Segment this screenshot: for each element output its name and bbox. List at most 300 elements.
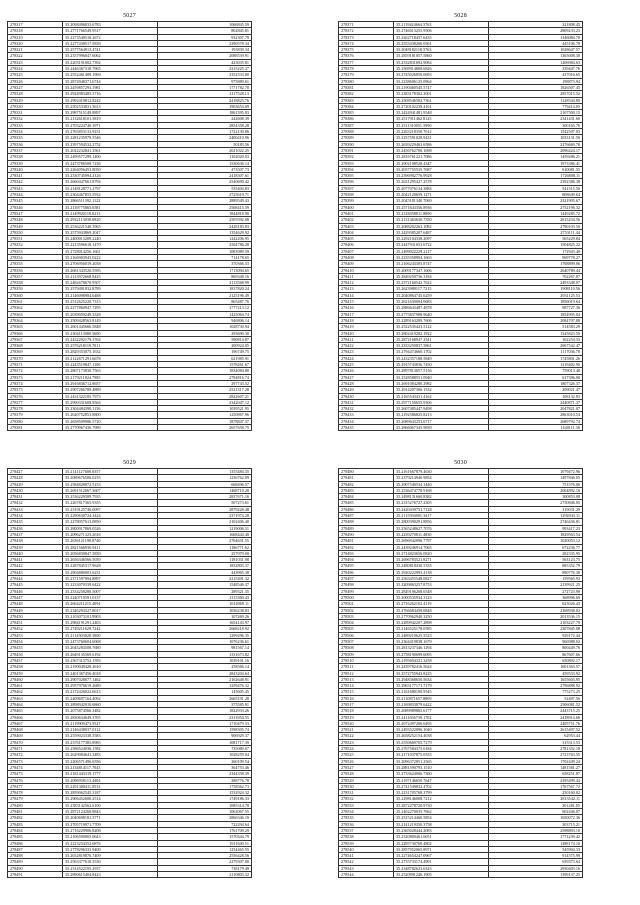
row-coordinate: 35.2383178362.2001 (394, 91, 489, 97)
row-id: 278354 (8, 254, 63, 260)
row-coordinate: 35.2829353075.1632 (63, 349, 158, 355)
row-value: 1908110.56 (489, 286, 583, 292)
row-coordinate: 35.2636121198.8740 (63, 538, 158, 544)
row-id: 278360 (8, 292, 63, 298)
row-coordinate: 35.2319125740.0097 (63, 506, 158, 512)
row-value: 1826507.45 (489, 84, 583, 90)
row-value: 1331673.82 (158, 651, 252, 657)
row-id: 278327 (8, 84, 63, 90)
row-id: 278435 (8, 519, 63, 525)
row-id: 278376 (339, 53, 394, 59)
row-id: 278346 (8, 204, 63, 210)
row-coordinate: 35.2281235979.5546 (63, 135, 158, 141)
row-value: 2640789.44 (489, 267, 583, 273)
row-value: 1206984.63 (489, 59, 583, 65)
row-value: 2371974.28 (158, 513, 252, 519)
row-coordinate: 35.2379214940.9854 (394, 475, 489, 481)
section-title: 5027 (123, 13, 136, 19)
row-coordinate: 35.2045283508.7680 (63, 645, 158, 651)
row-value: 2428183.93 (158, 223, 252, 229)
row-value: 1548546.37 (158, 582, 252, 588)
row-coordinate: 35.2357996047.6062 (63, 53, 158, 59)
row-id: 278460 (8, 676, 63, 682)
row-id: 278388 (339, 129, 394, 135)
row-value: 1085314.78 (158, 802, 252, 808)
row-coordinate: 35.2813237346.1294 (394, 645, 489, 651)
row-id: 278495 (339, 563, 394, 569)
row-id: 278497 (339, 576, 394, 582)
row-id: 278320 (8, 40, 63, 46)
row-coordinate: 35.2499022229.2127 (394, 248, 489, 254)
row-coordinate: 35.2866067345.9839 (394, 425, 489, 431)
row-coordinate: 35.2584828872.5153 (63, 481, 158, 487)
row-coordinate: 35.2890615404.8423 (63, 872, 158, 878)
row-id: 278379 (8, 412, 63, 418)
row-value: 1578261.67 (158, 362, 252, 368)
row-value: 162254.33 (489, 336, 583, 342)
row-id: 278534 (339, 809, 394, 815)
row-value: 1062067.55 (158, 809, 252, 815)
row-coordinate: 35.2148128771.2797 (63, 185, 158, 191)
row-coordinate: 35.2572755943.8225 (394, 670, 489, 676)
row-id: 278458 (8, 664, 63, 670)
row-coordinate: 35.2745026859.0693 (394, 72, 489, 78)
row-value: 1702449.24 (489, 758, 583, 764)
row-coordinate: 35.2123972668.8425 (63, 273, 158, 279)
row-coordinate: 35.2520991246.1905 (394, 872, 489, 878)
row-value: 1288174.10 (489, 840, 583, 846)
row-id: 278494 (339, 557, 394, 563)
row-value: 368996.69 (489, 594, 583, 600)
row-value: 2113568.99 (158, 280, 252, 286)
row-coordinate: 35.2072497206.6495 (394, 720, 489, 726)
row-coordinate: 35.2482678670.9507 (63, 280, 158, 286)
row-coordinate: 35.2567313752.1593 (63, 657, 158, 663)
row-value: 2668218.92 (158, 626, 252, 632)
row-coordinate: 35.2146525178.0585 (394, 626, 489, 632)
row-value: 2418825.76 (158, 97, 252, 103)
row-value: 2813542.11 (489, 796, 583, 802)
row-value: 2103227.79 (489, 620, 583, 626)
row-value: 2843204.64 (158, 670, 252, 676)
row-coordinate: 35.2365028444.2083 (394, 827, 489, 833)
row-value: 981567.14 (158, 645, 252, 651)
row-value: 1911640.51 (158, 840, 252, 846)
row-coordinate: 35.2706956019.2038 (63, 261, 158, 267)
row-coordinate: 35.2550669705.7279 (394, 739, 489, 745)
row-id: 278475 (8, 771, 63, 777)
row-value: 289321.35 (158, 588, 252, 594)
row-value: 1834084.80 (158, 368, 252, 374)
row-value: 145605.45 (158, 689, 252, 695)
row-coordinate: 35.2532831692.9084 (394, 59, 489, 65)
row-value: 2723763.55 (489, 752, 583, 758)
row-coordinate: 35.2984191291.2463 (63, 620, 158, 626)
row-coordinate: 35.2166903943.0222 (63, 254, 158, 260)
row-id: 278434 (339, 418, 394, 424)
row-id: 278489 (339, 525, 394, 531)
row-id: 278372 (8, 368, 63, 374)
row-id: 278482 (339, 481, 394, 487)
row-value: 260109.54 (158, 758, 252, 764)
row-id: 278447 (8, 594, 63, 600)
row-id: 278334 (8, 129, 63, 135)
row-coordinate: 35.2746013255.9506 (394, 28, 489, 34)
row-coordinate: 35.2334258280.5007 (63, 588, 158, 594)
row-id: 278446 (8, 588, 63, 594)
row-id: 278427 (339, 374, 394, 380)
row-value: 969778.27 (489, 254, 583, 260)
row-id: 278485 (8, 834, 63, 840)
row-coordinate: 35.2106243305.8747 (394, 261, 489, 267)
row-coordinate: 35.2716229906.8208 (63, 827, 158, 833)
row-coordinate: 35.2866511392.1122 (63, 198, 158, 204)
row-coordinate: 35.2277438517.5839 (63, 40, 158, 46)
row-id: 278373 (339, 34, 394, 40)
row-value: 1083989.59 (158, 248, 252, 254)
row-id: 278371 (8, 362, 63, 368)
row-coordinate: 35.2536474778.9168 (394, 487, 489, 493)
row-id: 278543 (339, 865, 394, 871)
row-value: 1081717.39 (158, 739, 252, 745)
row-id: 278371 (339, 22, 394, 28)
row-id: 278380 (339, 78, 394, 84)
row-value: 1973386.41 (489, 160, 583, 166)
row-coordinate: 35.2424941481.9548 (394, 110, 489, 116)
row-value: 1315360.43 (158, 594, 252, 600)
row-value: 2315225.37 (158, 66, 252, 72)
row-id: 278454 (8, 639, 63, 645)
row-coordinate: 35.2376177385.8985 (63, 739, 158, 745)
row-id: 278335 (8, 135, 63, 141)
row-value: 1181031.98 (158, 557, 252, 563)
row-value: 2790103.50 (489, 223, 583, 229)
row-id: 278437 (8, 531, 63, 537)
row-id: 278469 (8, 733, 63, 739)
row-coordinate: 35.2898942010.6860 (63, 701, 158, 707)
row-id: 278500 (339, 594, 394, 600)
row-coordinate: 35.2048182118.5763 (394, 47, 489, 53)
row-value: 2344358.39 (158, 771, 252, 777)
row-value: 2866346.19 (158, 815, 252, 821)
row-value: 2162648.91 (158, 676, 252, 682)
row-id: 278484 (339, 494, 394, 500)
row-id: 278341 (8, 173, 63, 179)
row-value: 1861595.03 (158, 110, 252, 116)
row-value: 300853.08 (489, 494, 583, 500)
row-id: 278487 (339, 513, 394, 519)
row-value: 2341431.60 (489, 116, 583, 122)
row-coordinate: 35.2509428563.8149 (63, 317, 158, 323)
row-value: 867607.66 (489, 651, 583, 657)
row-coordinate: 35.2409697164.4092 (63, 695, 158, 701)
row-coordinate: 35.2096372851.2565 (394, 758, 489, 764)
row-value: 702267.87 (489, 273, 583, 279)
row-id: 278339 (8, 160, 63, 166)
row-value: 2657658.75 (158, 425, 252, 431)
row-value: 2725619.71 (158, 192, 252, 198)
row-coordinate: 35.2821566936.9411 (63, 544, 158, 550)
row-id: 278411 (339, 273, 394, 279)
row-coordinate: 35.2977150655.9306 (394, 399, 489, 405)
row-value: 2879228.48 (158, 506, 252, 512)
row-id: 278391 (339, 147, 394, 153)
row-id: 278461 (8, 683, 63, 689)
row-value: 1020053.12 (489, 538, 583, 544)
row-coordinate: 35.2623989117.7215 (394, 286, 489, 292)
data-table (7, 21, 252, 431)
row-id: 278541 (339, 853, 394, 859)
row-id: 278459 (8, 670, 63, 676)
row-id: 278376 (8, 393, 63, 399)
row-id: 278385 (339, 110, 394, 116)
row-coordinate: 35.2830634649.3765 (63, 714, 158, 720)
row-value: 1710479.53 (158, 720, 252, 726)
row-id: 278401 (339, 210, 394, 216)
row-id: 278416 (339, 305, 394, 311)
row-coordinate: 35.2146098984.6488 (63, 292, 158, 298)
row-coordinate: 35.2119909473.5527 (63, 720, 158, 726)
row-id: 278362 (8, 305, 63, 311)
row-coordinate: 35.2572160542.7622 (394, 280, 489, 286)
row-coordinate: 35.2040864745.6259 (394, 292, 489, 298)
row-coordinate: 35.2089676506.0235 (63, 475, 158, 481)
row-coordinate: 35.2586524036.1582 (63, 746, 158, 752)
row-value: 1039521.95 (158, 406, 252, 412)
row-id: 278439 (8, 544, 63, 550)
row-value: 738179.49 (158, 865, 252, 871)
row-id: 278319 (8, 34, 63, 40)
row-id: 278364 (8, 317, 63, 323)
row-value: 639373.64 (489, 859, 583, 865)
row-coordinate: 35.2857952065.8971 (394, 846, 489, 852)
row-coordinate: 35.2569914808.6826 (394, 66, 489, 72)
row-id: 278355 (8, 261, 63, 267)
data-table (338, 21, 583, 431)
row-coordinate: 35.2733624006.7360 (394, 771, 489, 777)
section-title: 5029 (123, 460, 136, 466)
row-value: 2125196.49 (158, 292, 252, 298)
row-coordinate: 35.2515214460.5854 (394, 815, 489, 821)
row-id: 278519 (339, 714, 394, 720)
row-value: 2215491.32 (158, 576, 252, 582)
row-id: 278527 (339, 764, 394, 770)
row-id: 278507 (339, 639, 394, 645)
row-id: 278434 (8, 513, 63, 519)
row-coordinate: 35.2916836712.8657 (63, 380, 158, 386)
row-coordinate: 35.2209863257.8753 (394, 582, 489, 588)
row-value: 885352.79 (489, 563, 583, 569)
row-coordinate: 35.2473760604.6068 (63, 639, 158, 645)
row-id: 278317 (8, 22, 63, 28)
row-value: 621985.91 (158, 355, 252, 361)
row-value: 1219006.51 (158, 525, 252, 531)
row-id: 278520 (339, 720, 394, 726)
row-id: 278457 (8, 657, 63, 663)
row-value: 2290578.34 (158, 40, 252, 46)
row-value: 272723.90 (489, 588, 583, 594)
row-value: 1745801.26 (489, 355, 583, 361)
row-coordinate: 35.2565248627.7076 (394, 525, 489, 531)
row-coordinate: 35.2304113980.5600 (63, 330, 158, 336)
row-id: 278403 (339, 223, 394, 229)
row-value: 2809233.23 (489, 28, 583, 34)
row-id: 278491 (339, 538, 394, 544)
row-coordinate: 35.2489210625.5523 (394, 632, 489, 638)
row-id: 278322 (8, 53, 63, 59)
row-value: 370366.33 (158, 261, 252, 267)
row-value: 2004892.16 (489, 487, 583, 493)
row-coordinate: 35.2075874566.3482 (63, 708, 158, 714)
row-id: 278536 (339, 821, 394, 827)
row-coordinate: 35.2141127600.6557 (63, 469, 158, 475)
row-id: 278504 (339, 620, 394, 626)
row-coordinate: 35.2330745994.2126 (63, 173, 158, 179)
row-value: 1777213.12 (158, 305, 252, 311)
row-coordinate: 35.2348782623.6323 (394, 865, 489, 871)
row-coordinate: 35.2577564913.4741 (63, 47, 158, 53)
row-value: 2096424.17 (489, 147, 583, 153)
row-coordinate: 35.2110871657.8809 (394, 695, 489, 701)
row-value: 321808.45 (489, 22, 583, 28)
row-id: 278342 (8, 179, 63, 185)
row-coordinate: 35.2045181340.7069 (394, 198, 489, 204)
row-value: 209021.47 (489, 387, 583, 393)
row-coordinate: 35.2897813057.5156 (394, 368, 489, 374)
row-id: 278417 (339, 311, 394, 317)
row-value: 2102406.40 (158, 519, 252, 525)
row-coordinate: 35.2499577299.1400 (63, 154, 158, 160)
row-value: 1028730.94 (158, 324, 252, 330)
row-id: 278419 (339, 324, 394, 330)
row-id: 278480 (339, 469, 394, 475)
row-id: 278490 (339, 531, 394, 537)
row-coordinate: 35.2493522096.1040 (394, 727, 489, 733)
row-id: 278375 (8, 387, 63, 393)
row-coordinate: 35.2096271323.2616 (63, 531, 158, 537)
row-id: 278374 (339, 40, 394, 46)
row-coordinate: 35.2096958113.4404 (63, 777, 158, 783)
row-coordinate: 35.2429385207.6487 (394, 229, 489, 235)
row-coordinate: 35.2907028077.1462 (63, 676, 158, 682)
row-value: 1829563.54 (489, 531, 583, 537)
row-coordinate: 35.2656346566.5039 (63, 557, 158, 563)
row-id: 278357 (8, 273, 63, 279)
row-coordinate: 35.2161680190.9545 (394, 689, 489, 695)
row-value: 339447.76 (489, 66, 583, 72)
row-value: 1532924.32 (158, 790, 252, 796)
row-id: 278352 (8, 242, 63, 248)
row-id: 278517 (339, 701, 394, 707)
row-coordinate: 35.2502533831.3613 (63, 103, 158, 109)
row-id: 278413 (339, 286, 394, 292)
row-coordinate: 35.2771766549.9517 (63, 28, 158, 34)
row-coordinate: 35.2000535934.3123 (394, 594, 489, 600)
row-coordinate: 35.2106590065.0643 (63, 834, 158, 840)
row-id: 278389 (339, 135, 394, 141)
row-value: 800449.76 (489, 645, 583, 651)
row-coordinate: 35.2165543431.4162 (394, 393, 489, 399)
section-5029 (7, 460, 252, 878)
row-value: 459533.92 (489, 670, 583, 676)
row-value: 1767567.72 (489, 783, 583, 789)
row-value: 2822607.21 (158, 393, 252, 399)
row-value: 1598305.74 (158, 727, 252, 733)
row-value: 2168938.02 (489, 607, 583, 613)
row-coordinate: 35.2872278720.9730 (394, 802, 489, 808)
row-coordinate: 35.2459857293.1981 (63, 84, 158, 90)
row-id: 278538 (339, 834, 394, 840)
row-value: 315313.53 (489, 739, 583, 745)
section-5027 (7, 13, 252, 431)
row-coordinate: 35.2289163289.7606 (394, 317, 489, 323)
row-value: 1355484.35 (158, 469, 252, 475)
row-id: 278426 (339, 368, 394, 374)
row-id: 278394 (339, 166, 394, 172)
row-coordinate: 35.2274654247.0967 (394, 853, 489, 859)
row-value: 1079472.96 (489, 469, 583, 475)
section-title: 5028 (454, 13, 467, 19)
row-value: 1726808.11 (489, 173, 583, 179)
row-id: 278427 (8, 469, 63, 475)
row-value: 946806.14 (158, 317, 252, 323)
row-coordinate: 35.2304467855.5932 (63, 192, 158, 198)
row-value: 1771782.70 (158, 84, 252, 90)
row-id: 278406 (339, 242, 394, 248)
row-value: 1614969.11 (158, 601, 252, 607)
row-value: 2067542.47 (489, 343, 583, 349)
row-value: 437016.65 (489, 72, 583, 78)
row-id: 278404 (339, 229, 394, 235)
row-coordinate: 35.2267817365.9355 (63, 500, 158, 506)
row-value: 1028259.04 (158, 752, 252, 758)
row-id: 278483 (339, 487, 394, 493)
row-id: 278395 (339, 173, 394, 179)
row-coordinate: 35.2190049428.2610 (63, 664, 158, 670)
row-coordinate: 35.2664211215.4094 (63, 601, 158, 607)
row-value: 808649.64 (489, 192, 583, 198)
row-coordinate: 35.2420439751.7128 (394, 506, 489, 512)
row-coordinate: 35.2859062545.3187 (63, 790, 158, 796)
row-coordinate: 35.2559023338.5583 (63, 733, 158, 739)
row-id: 278480 (8, 802, 63, 808)
row-value: 2889549.43 (158, 198, 252, 204)
row-id: 278542 (339, 859, 394, 865)
row-id: 278392 (339, 154, 394, 160)
row-id: 278333 (8, 122, 63, 128)
row-value: 617396.00 (489, 374, 583, 380)
row-value: 869348.16 (158, 273, 252, 279)
row-coordinate: 35.2239270811.4830 (394, 531, 489, 537)
row-coordinate: 35.2257591028.9431 (394, 135, 489, 141)
row-value: 258566.14 (158, 664, 252, 670)
row-value: 2857015.52 (489, 91, 583, 97)
row-coordinate: 35.2114503028.3900 (63, 632, 158, 638)
row-id: 278450 (8, 613, 63, 619)
row-coordinate: 35.2181443319.1777 (63, 771, 158, 777)
row-value: 1425064.74 (158, 311, 252, 317)
row-coordinate: 35.2498131660.8382 (394, 494, 489, 500)
row-value: 198873.94 (489, 78, 583, 84)
row-id: 278498 (339, 582, 394, 588)
row-coordinate: 35.2575943869.2047 (63, 229, 158, 235)
row-coordinate: 35.2115594001.3417 (394, 513, 489, 519)
table-row (339, 872, 583, 878)
row-value: 590814.87 (158, 336, 252, 342)
row-id: 278466 (8, 714, 63, 720)
row-id: 278323 (8, 59, 63, 65)
row-id: 278421 (339, 336, 394, 342)
